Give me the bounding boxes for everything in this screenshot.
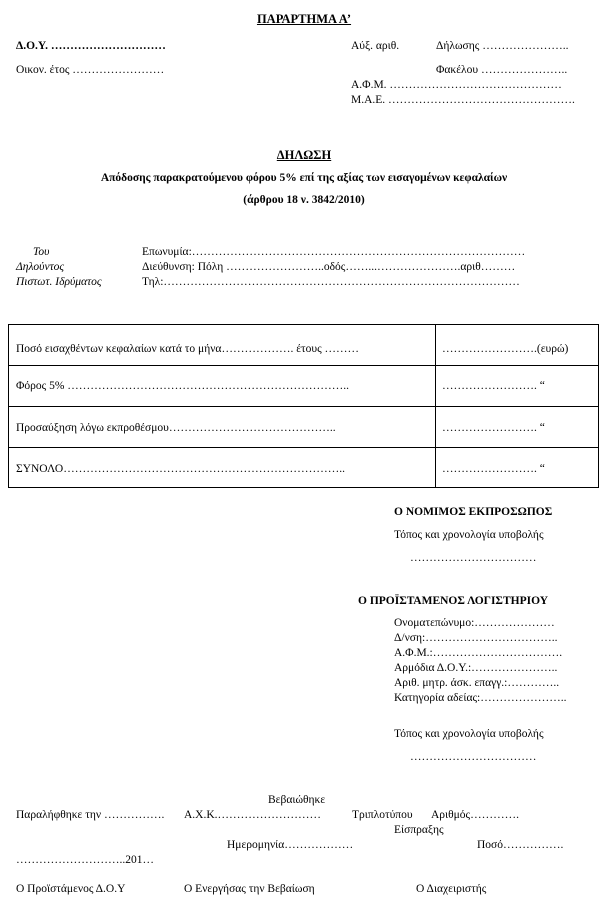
representative-dots: …………………………… [410, 552, 537, 564]
accountant-field: Δ/νση:…………………………….. [394, 632, 558, 644]
accountant-field: Αριθ. μητρ. άσκ. επαγγ.:………….. [394, 677, 560, 689]
declaration-law: (άρθρου 18 ν. 3842/2010) [243, 194, 365, 206]
afm-field: Α.Φ.Μ. ……………………………………… [351, 79, 562, 91]
oikon-etos-field: Οικον. έτος …………………… [16, 64, 165, 76]
accountant-place-date: Τόπος και χρονολογία υποβολής [394, 728, 544, 740]
annex-title: ΠΑΡΑΡΤΗΜΑ Α’ [256, 12, 352, 26]
dilosis-field: Δήλωσης ………………….. [436, 40, 569, 52]
table-row-value: …………………….(ευρώ) [442, 343, 569, 355]
accountant-dots: …………………………… [410, 751, 537, 763]
representative-place-date: Τόπος και χρονολογία υποβολής [394, 529, 544, 541]
accountant-field: Αρμόδια Δ.Ο.Υ.:………………….. [394, 662, 558, 674]
accountant-field: Α.Φ.Μ.:……………………………. [394, 647, 563, 659]
accountant-field: Ονοματεπώνυμο:………………… [394, 617, 555, 629]
declaration-subtitle: Απόδοσης παρακρατούμενου φόρου 5% επί της αξίας των εισαγομένων κεφαλαίων [100, 172, 508, 184]
accountant-title: Ο ΠΡΟΪΣΤΑΜΕΝΟΣ ΛΟΓΙΣΤΗΡΙΟΥ [358, 595, 549, 607]
aux-arith-label: Αύξ. αριθ. [351, 40, 400, 52]
representative-title: Ο ΝΟΜΙΜΟΣ ΕΚΠΡΟΣΩΠΟΣ [394, 506, 553, 518]
declarant-label-3: Πιστωτ. Ιδρύματος [16, 276, 102, 288]
year-field: ………………………..201… [16, 854, 154, 866]
table-row-label: ΣΥΝΟΛΟ……………………………………………………………….. [16, 463, 345, 475]
declarant-label-2: Δηλούντος [16, 261, 65, 273]
table-row-value: ……………………. “ [442, 463, 545, 475]
signature-administrator: Ο Διαχειριστής [416, 883, 487, 895]
table-row-label: Φόρος 5% ……………………………………………………………….. [16, 380, 350, 392]
triplotypou-label: Τριπλοτύπου [352, 809, 413, 821]
signature-verifier: Ο Ενεργήσας την Βεβαίωση [184, 883, 315, 895]
declarant-label-1: Του [33, 246, 50, 258]
axk-field: Α.Χ.Κ.……………………… [184, 809, 322, 821]
table-row-value: ……………………. “ [442, 422, 545, 434]
date-field: Ημερομηνία……………… [227, 839, 354, 851]
eponymia-field: Επωνυμία:…………………………………………………………………………… [142, 246, 526, 258]
eispraxis-label: Είσπραξης [394, 824, 444, 836]
poso-field: Ποσό……………. [477, 839, 564, 851]
mae-field: Μ.Α.Ε. …………………………………………. [351, 94, 575, 106]
arithmos-field: Αριθμός…………. [431, 809, 519, 821]
til-field: Τηλ:………………………………………………………………………………… [142, 276, 520, 288]
dieuthynsi-field: Διεύθυνση: Πόλη ……………………..οδός……...………………….αριθ……… [142, 261, 516, 273]
table-row-divider [9, 365, 598, 366]
accountant-field: Κατηγορία αδείας:………………….. [394, 692, 567, 704]
table-row-value: ……………………. “ [442, 380, 545, 392]
table-row-label: Προσαύξηση λόγω εκπροθέσμου…………………………………….. [16, 422, 336, 434]
signature-head-doy: Ο Προϊστάμενος Δ.Ο.Υ [16, 883, 126, 895]
fakelou-field: Φακέλου ………………….. [436, 64, 568, 76]
amounts-table [8, 324, 599, 488]
table-row-label: Ποσό εισαχθέντων κεφαλαίων κατά το μήνα………………. έτους ……… [16, 343, 360, 355]
verified-label: Βεβαιώθηκε [268, 794, 326, 806]
received-field: Παραλήφθηκε την ……………. [16, 809, 165, 821]
table-row-divider [9, 406, 598, 407]
declaration-title: ΔΗΛΩΣΗ [276, 148, 332, 162]
doy-field: Δ.Ο.Υ. ………………………… [16, 40, 166, 52]
table-row-divider [9, 447, 598, 448]
